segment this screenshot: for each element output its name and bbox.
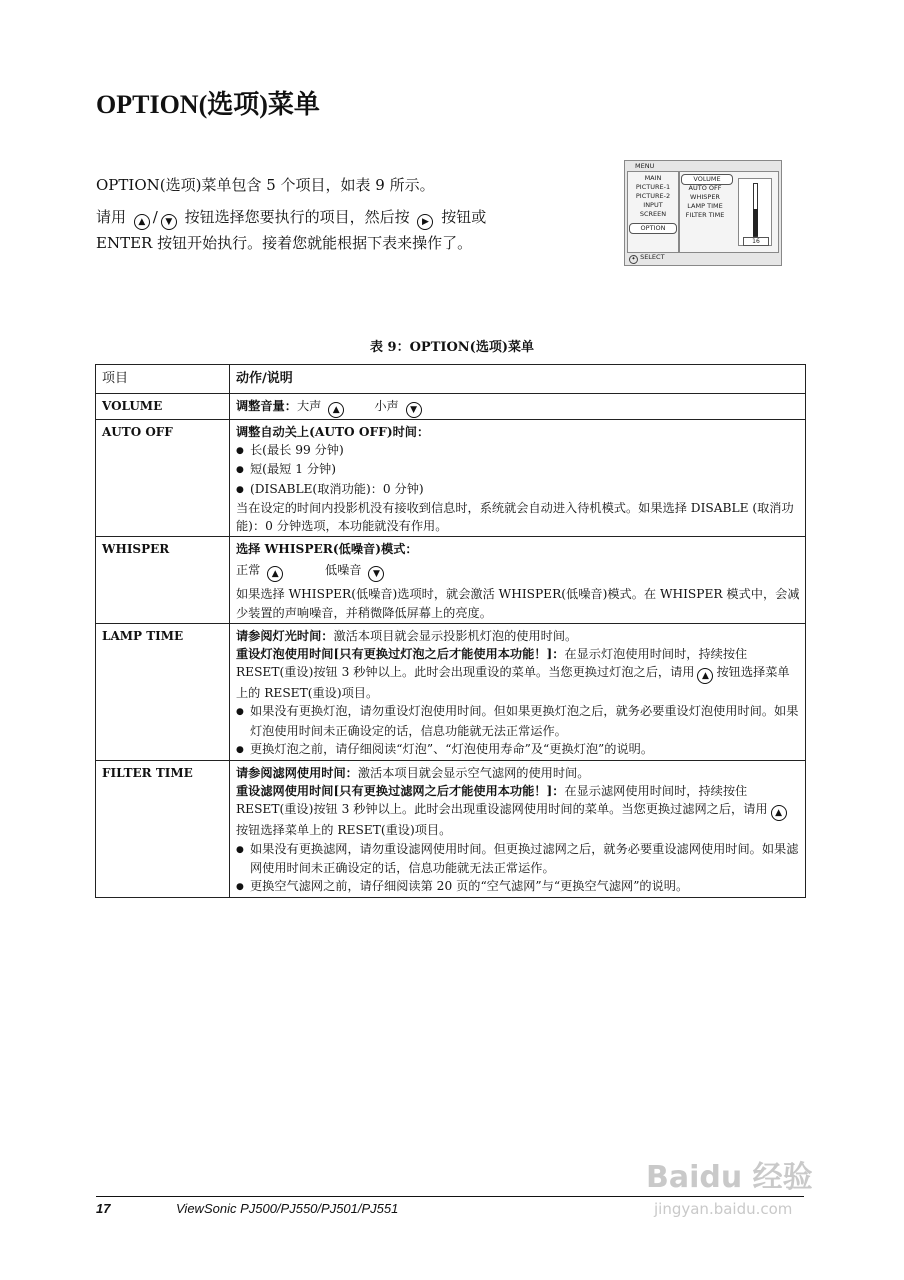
- option-menu-screenshot: [624, 160, 782, 266]
- whisper-options: [236, 561, 800, 582]
- osd-footer-label: SELECT: [640, 253, 665, 261]
- list-item: ● 更换空气滤网之前，请仔细阅读第 20 页的“空气滤网”与“更换空气滤网”的说明。: [236, 877, 800, 896]
- list-item: ● 如果没有更换灯泡，请勿重设灯泡使用时间。但如果更换灯泡之后，就务必要重设灯泡使用时间。如果灯泡使用时间未正确设定的话，信息功能就无法正常运作。: [236, 702, 800, 739]
- table-header-row: [96, 365, 806, 394]
- osd-main-pane: [627, 171, 679, 253]
- intro-line-1: OPTION(选项)菜单包含 5 个项目，如表 9 所示。: [96, 176, 435, 194]
- osd-sub-pane: [679, 171, 779, 253]
- list-item: ● 短(最短 1 分钟): [236, 460, 800, 479]
- up-arrow-icon: ▲: [697, 668, 713, 684]
- down-arrow-icon: ▼: [406, 402, 422, 418]
- whisper-low: 低噪音: [325, 563, 362, 578]
- page-title: OPTION(选项)菜单: [96, 90, 320, 119]
- intro-text-a: 请用: [96, 208, 127, 226]
- list-item: ● (DISABLE(取消功能)：0 分钟): [236, 480, 800, 499]
- row-name: FILTER TIME: [96, 761, 230, 898]
- row-description: [230, 761, 806, 898]
- lamp-lead-text: 激活本项目就会显示投影机灯泡的使用时间。: [333, 628, 578, 643]
- table-caption: 表 9：OPTION(选项)菜单: [370, 340, 534, 355]
- down-arrow-icon: ▼: [368, 566, 384, 582]
- up-arrow-icon: ▲: [771, 805, 787, 821]
- osd-right-item: FILTER TIME: [685, 211, 725, 219]
- auto-off-heading: 调整自动关上(AUTO OFF)时间：: [236, 425, 430, 439]
- osd-footer: [629, 253, 665, 264]
- osd-left-item: SCREEN: [639, 210, 667, 218]
- select-icon: ✦: [629, 255, 638, 264]
- filter-reset-text-a: 在显示滤网使用时间时，持续按住 RESET(重设)按钮 3 秒钟以上。此时会出现重设滤网使用时间的菜单。当您更换过滤网之后，请用: [236, 784, 768, 817]
- intro-text-c: 按钮或: [441, 208, 487, 226]
- list-item: ● 如果没有更换滤网，请勿重设滤网使用时间。但更换过滤网之后，就务必要重设滤网使用时间。如果滤网使用时间未正确设定的话，信息功能就无法正常运作。: [236, 840, 800, 877]
- lamp-lead-bold: 请参阅灯光时间：: [236, 628, 334, 643]
- filter-reset-text-b: 按钮选择菜单上的 RESET(重设)项目。: [236, 823, 452, 838]
- osd-gauge-value: 16: [743, 237, 769, 246]
- auto-off-desc: 当在设定的时间内投影机没有接收到信息时，系统就会自动进入待机模式。如果选择 DISABLE (取消功能)：0 分钟选项，本功能就没有作用。: [236, 500, 794, 534]
- osd-right-item-selected: VOLUME: [681, 174, 733, 185]
- header-item: 项目: [96, 365, 230, 394]
- page-number: 17: [96, 1201, 111, 1216]
- watermark-url: jingyan.baidu.com: [654, 1200, 793, 1218]
- list-item: ● 更换灯泡之前，请仔细阅读“灯泡”、“灯泡使用寿命”及“更换灯泡”的说明。: [236, 740, 800, 759]
- whisper-desc: 如果选择 WHISPER(低噪音)选项时，就会激活 WHISPER(低噪音)模式。在 WHISPER 模式中，会减少装置的声响噪音，并稍微降低屏幕上的亮度。: [236, 587, 800, 620]
- table-row-filter-time: [96, 761, 806, 898]
- list-item: ● 长(最长 99 分钟): [236, 441, 800, 460]
- volume-soft: 小声: [374, 399, 399, 413]
- up-arrow-icon: ▲: [328, 402, 344, 418]
- lamp-reset-text-b: 按钮选择菜单上的 RESET(重设)项目。: [236, 665, 790, 701]
- option-menu-table: [95, 364, 806, 898]
- osd-left-item: INPUT: [643, 201, 663, 209]
- whisper-heading: 选择 WHISPER(低噪音)模式：: [236, 542, 418, 557]
- table-row-whisper: [96, 537, 806, 624]
- osd-volume-gauge: [738, 178, 772, 246]
- up-arrow-icon: ▲: [134, 214, 150, 230]
- osd-title: MENU: [635, 162, 655, 170]
- filter-reset-bold: 重设滤网使用时间[只有更换过滤网之后才能使用本功能！]：: [236, 784, 565, 799]
- table-row-lamp-time: [96, 623, 806, 760]
- osd-left-item: PICTURE-2: [635, 192, 671, 200]
- filter-lead: [236, 764, 800, 782]
- osd-left-item: PICTURE-1: [635, 183, 671, 191]
- osd-right-item: WHISPER: [690, 193, 720, 201]
- baidu-watermark: [646, 1152, 813, 1218]
- osd-right-item: LAMP TIME: [687, 202, 723, 210]
- lamp-lead: [236, 627, 800, 645]
- filter-reset: [236, 782, 800, 839]
- osd-left-item: MAIN: [644, 174, 662, 182]
- intro-line-2: 请用 ▲ / ▼ 按钮选择您要执行的项目，然后按 ▶ 按钮或: [96, 204, 596, 230]
- lamp-reset-text-a: 在显示灯泡使用时间时，持续按住 RESET(重设)按钮 3 秒钟以上。此时会出现重设的菜单。当您更换过灯泡之后，请用: [236, 647, 748, 680]
- lamp-reset: [236, 645, 800, 702]
- table-row-auto-off: [96, 420, 806, 537]
- filter-lead-text: 激活本项目就会显示空气滤网的使用时间。: [357, 766, 590, 781]
- footer-model: ViewSonic PJ500/PJ550/PJ501/PJ551: [176, 1201, 399, 1216]
- intro-line-3: ENTER 按钮开始执行。接着您就能根据下表来操作了。: [96, 234, 473, 252]
- row-name: LAMP TIME: [96, 623, 230, 760]
- row-description: [230, 537, 806, 624]
- table-row-volume: [96, 394, 806, 420]
- filter-lead-bold: 请参阅滤网使用时间：: [236, 766, 358, 781]
- osd-left-item-selected: OPTION: [629, 223, 677, 234]
- header-action: 动作/说明: [230, 365, 806, 394]
- row-description: [230, 420, 806, 537]
- up-arrow-icon: ▲: [267, 566, 283, 582]
- down-arrow-icon: ▼: [161, 214, 177, 230]
- lamp-reset-bold: 重设灯泡使用时间[只有更换过灯泡之后才能使用本功能！]：: [236, 647, 565, 662]
- row-name: AUTO OFF: [96, 420, 230, 537]
- intro-text-b: 按钮选择您要执行的项目，然后按: [184, 208, 410, 226]
- volume-label: 调整音量：: [236, 399, 297, 413]
- right-arrow-icon: ▶: [417, 214, 433, 230]
- row-name: VOLUME: [96, 394, 230, 420]
- osd-gauge-fill: [753, 209, 758, 236]
- volume-loud: 大声: [296, 399, 322, 413]
- row-name: WHISPER: [96, 537, 230, 624]
- osd-right-item: AUTO OFF: [688, 184, 722, 192]
- row-description: [230, 394, 806, 420]
- watermark-brand: Baidu 经验: [646, 1160, 813, 1195]
- row-description: [230, 623, 806, 760]
- whisper-normal: 正常: [236, 563, 261, 578]
